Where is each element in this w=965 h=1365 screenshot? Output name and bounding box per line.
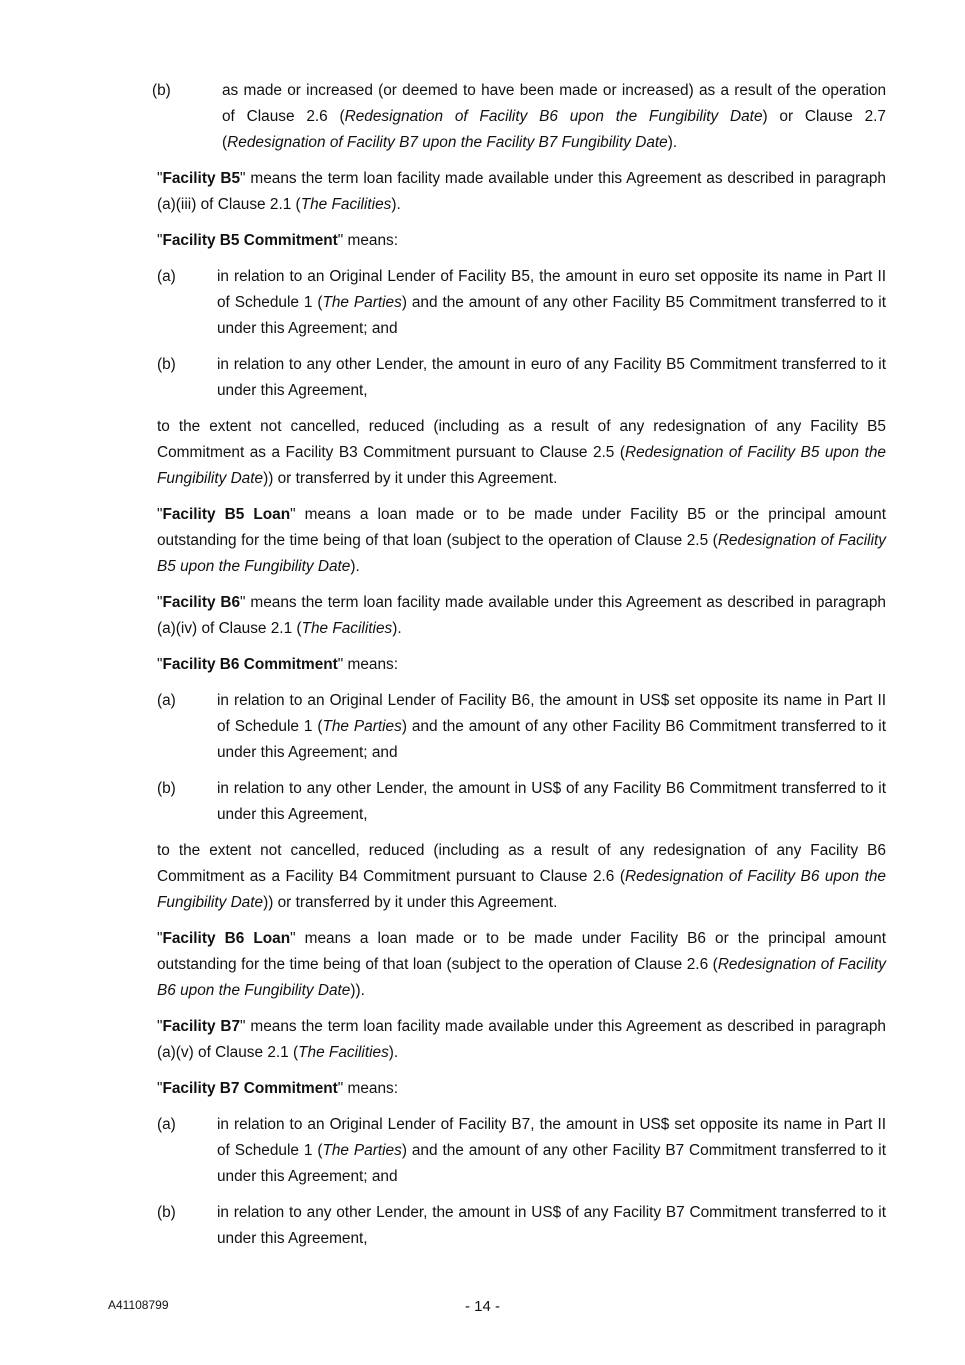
text-run: in relation to an Original Lender of Facility B7, the amount in US$ set opposite its name in Part II of Schedule 1 (	[217, 1116, 886, 1159]
text-run: " means the term loan facility made available under this Agreement as described in paragraph (a)(iv) of Clause 2.1 (	[157, 594, 886, 637]
text-run: to the extent not cancelled, reduced (including as a result of any redesignation of any Facility B6 Commitment as a Facility B4 Commitment pursuant to Clause 2.6 (	[157, 842, 886, 885]
text-run: in relation to an Original Lender of Facility B6, the amount in US$ set opposite its name in Part II of Schedule 1 (	[217, 692, 886, 735]
item-text	[217, 688, 886, 766]
clause-reference: Redesignation of Facility B6 upon the Fungibility Date	[157, 868, 886, 911]
item-text	[217, 1112, 886, 1190]
text-run: ).	[391, 196, 401, 213]
text-run: " means a loan made or to be made under Facility B6 or the principal amount outstanding for the time being of that loan (subject to the operation of Clause 2.6 (	[157, 930, 886, 973]
defined-term: Facility B7 Commitment	[162, 1080, 338, 1097]
item-label: (b)	[157, 356, 176, 373]
clause-reference: The Facilities	[300, 196, 392, 213]
page-number: - 14 -	[464, 1298, 500, 1315]
text-run: " means:	[337, 656, 399, 673]
clause-reference: The Parties	[322, 718, 402, 735]
closing-paragraph	[157, 414, 886, 492]
text-run: ).	[392, 620, 402, 637]
clause-reference: The Facilities	[301, 620, 393, 637]
definition-facility-b5-loan	[157, 502, 886, 580]
text-run: in relation to any other Lender, the amount in euro of any Facility B5 Commitment transferred to it under this Agreement,	[217, 356, 886, 399]
text-run: "	[157, 506, 163, 523]
text-run: to the extent not cancelled, reduced (including as a result of any redesignation of any Facility B5 Commitment as a Facility B3 Commitment pursuant to Clause 2.5 (	[157, 418, 886, 461]
defined-term: Facility B7	[162, 1018, 241, 1035]
text-run: in relation to any other Lender, the amount in US$ of any Facility B7 Commitment transferred to it under this Agreement,	[217, 1204, 886, 1247]
definition-facility-b7	[157, 1014, 886, 1066]
text-run: ).	[667, 134, 678, 151]
definition-facility-b6	[157, 590, 886, 642]
definition-facility-b5	[157, 166, 886, 218]
text-run: " means the term loan facility made available under this Agreement as described in paragraph (a)(v) of Clause 2.1 (	[157, 1018, 886, 1061]
defined-term: Facility B6 Commitment	[162, 656, 338, 673]
item-text	[217, 264, 886, 342]
text-run: "	[157, 1080, 163, 1097]
text-run: as made or increased (or deemed to have been made or increased) as a result of the operation of Clause 2.6 (	[222, 82, 886, 125]
text-run: ).	[350, 558, 360, 575]
text-run: in relation to an Original Lender of Facility B5, the amount in euro set opposite its name in Part II of Schedule 1 (	[217, 268, 886, 311]
text-run: in relation to any other Lender, the amount in US$ of any Facility B6 Commitment transferred to it under this Agreement,	[217, 780, 886, 823]
defined-term: Facility B5	[162, 170, 241, 187]
text-run: "	[157, 1018, 163, 1035]
text-run: " means a loan made or to be made under Facility B5 or the principal amount outstanding for the time being of that loan (subject to the operation of Clause 2.5 (	[157, 506, 886, 549]
defined-term: Facility B6	[162, 594, 241, 611]
item-text	[222, 78, 886, 156]
text-run: )) or transferred by it under this Agreement.	[263, 894, 558, 911]
item-text	[217, 352, 886, 404]
item-label: (a)	[157, 1116, 176, 1133]
clause-reference: Redesignation of Facility B7 upon the Facility B7 Fungibility Date	[227, 134, 668, 151]
clause-reference: The Facilities	[298, 1044, 389, 1061]
text-run: ) and the amount of any other Facility B6 Commitment transferred to it under this Agreement; and	[217, 718, 886, 761]
text-run: ) and the amount of any other Facility B5 Commitment transferred to it under this Agreement; and	[217, 294, 886, 337]
clause-reference: The Parties	[322, 1142, 402, 1159]
clause-reference: Redesignation of Facility B5 upon the Fungibility Date	[157, 532, 886, 575]
definition-facility-b7-commitment	[157, 1076, 886, 1102]
text-run: "	[157, 170, 163, 187]
defined-term: Facility B5 Commitment	[162, 232, 338, 249]
text-run: ) and the amount of any other Facility B7 Commitment transferred to it under this Agreement; and	[217, 1142, 886, 1185]
item-label: (b)	[157, 1204, 176, 1221]
item-label: (a)	[157, 692, 176, 709]
definition-facility-b6-loan	[157, 926, 886, 1004]
text-run: ).	[388, 1044, 399, 1061]
item-text	[217, 776, 886, 828]
clause-reference: The Parties	[322, 294, 402, 311]
definition-facility-b6-commitment	[157, 652, 886, 678]
item-label: (b)	[152, 82, 171, 99]
closing-paragraph	[157, 838, 886, 916]
item-label: (a)	[157, 268, 176, 285]
text-run: ) or Clause 2.7 (	[222, 108, 886, 151]
definition-facility-b5-commitment	[157, 228, 886, 254]
text-run: )).	[350, 982, 365, 999]
defined-term: Facility B5 Loan	[162, 506, 291, 523]
text-run: " means the term loan facility made available under this Agreement as described in paragraph (a)(iii) of Clause 2.1 (	[157, 170, 886, 213]
text-run: "	[157, 930, 163, 947]
item-text	[217, 1200, 886, 1252]
text-run: "	[157, 656, 163, 673]
clause-reference: Redesignation of Facility B6 upon the Fungibility Date	[157, 956, 886, 999]
text-run: " means:	[337, 1080, 399, 1097]
text-run: "	[157, 594, 163, 611]
text-run: )) or transferred by it under this Agreement.	[263, 470, 558, 487]
text-run: " means:	[337, 232, 399, 249]
clause-reference: Redesignation of Facility B5 upon the Fungibility Date	[157, 444, 886, 487]
clause-reference: Redesignation of Facility B6 upon the Fungibility Date	[344, 108, 763, 125]
document-reference: A41108799	[108, 1298, 169, 1312]
defined-term: Facility B6 Loan	[162, 930, 291, 947]
item-label: (b)	[157, 780, 176, 797]
text-run: "	[157, 232, 163, 249]
